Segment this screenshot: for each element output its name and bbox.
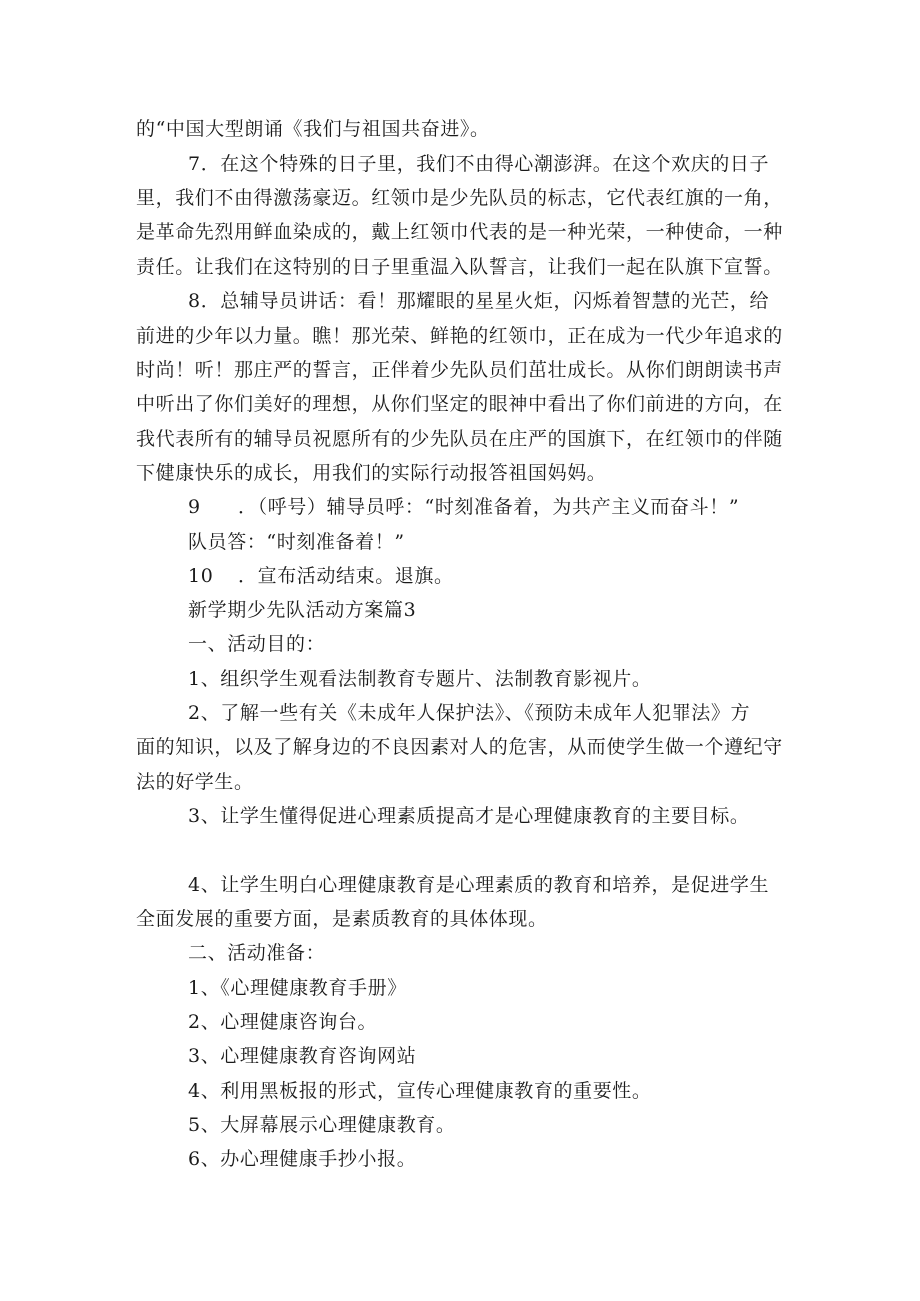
section-heading: 一、活动目的： <box>188 633 326 655</box>
text-line: 队员答：“时刻准备着！” <box>188 531 405 553</box>
text-line: 我代表所有的辅导员祝愿所有的少先队员在庄严的国旗下，在红领巾的伴随 <box>136 428 783 450</box>
text-line: 的“中国大型朗诵《我们与祖国共奋进》。 <box>136 118 490 140</box>
text-line: 时尚！听！那庄严的誓言，正伴着少先队员们茁壮成长。从你们朗朗读书声 <box>136 359 783 381</box>
text-line: 是革命先烈用鲜血染成的，戴上红领巾代表的是一种光荣，一种使命，一种 <box>136 221 783 243</box>
text-line: ．宣布活动结束。退旗。 <box>238 565 454 587</box>
text-line: 责任。让我们在这特别的日子里重温入队誓言，让我们一起在队旗下宣誓。 <box>136 256 783 278</box>
text-line: 8．总辅导员讲话：看！那耀眼的星星火炬，闪烁着智慧的光芒，给 <box>188 290 770 312</box>
section-heading: 新学期少先队活动方案篇3 <box>188 599 417 621</box>
text-line: 2、了解一些有关《未成年人保护法》、《预防未成年人犯罪法》方 <box>188 702 751 724</box>
item-number: 9 <box>188 496 201 518</box>
text-line: 6、办心理健康手抄小报。 <box>188 1148 417 1170</box>
text-line: 2、心理健康咨询台。 <box>188 1011 378 1033</box>
text-line: 7．在这个特殊的日子里，我们不由得心潮澎湃。在这个欢庆的日子 <box>188 153 770 175</box>
list-item-10 <box>188 564 454 588</box>
list-item-9 <box>188 495 739 519</box>
text-line: 法的好学生。 <box>136 771 254 793</box>
text-line: 下健康快乐的成长，用我们的实际行动报答祖国妈妈。 <box>136 462 607 484</box>
text-line: 面的知识，以及了解身边的不良因素对人的危害，从而使学生做一个遵纪守 <box>136 736 783 758</box>
text-line: 5、大屏幕展示心理健康教育。 <box>188 1114 456 1136</box>
text-line: 3、让学生懂得促进心理素质提高才是心理健康教育的主要目标。 <box>188 805 750 827</box>
item-number: 10 <box>188 565 214 587</box>
text-line: 前进的少年以力量。瞧！那光荣、鲜艳的红领巾，正在成为一代少年追求的 <box>136 325 783 347</box>
text-line: 4、让学生明白心理健康教育是心理素质的教育和培养，是促进学生 <box>188 874 770 896</box>
text-line: 里，我们不由得激荡豪迈。红领巾是少先队员的标志，它代表红旗的一角， <box>136 187 783 209</box>
text-line: 全面发展的重要方面，是素质教育的具体体现。 <box>136 908 548 930</box>
text-line: 3、心理健康教育咨询网站 <box>188 1045 417 1067</box>
text-line: 4、利用黑板报的形式，宣传心理健康教育的重要性。 <box>188 1080 652 1102</box>
text-line: ．（呼号）辅导员呼：“时刻准备着，为共产主义而奋斗！” <box>238 496 740 518</box>
text-line: 中听出了你们美好的理想，从你们坚定的眼神中看出了你们前进的方向，在 <box>136 393 783 415</box>
text-line: 1、组织学生观看法制教育专题片、法制教育影视片。 <box>188 668 652 690</box>
section-heading: 二、活动准备： <box>188 942 326 964</box>
text-line: 1、《心理健康教育手册》 <box>188 977 407 999</box>
